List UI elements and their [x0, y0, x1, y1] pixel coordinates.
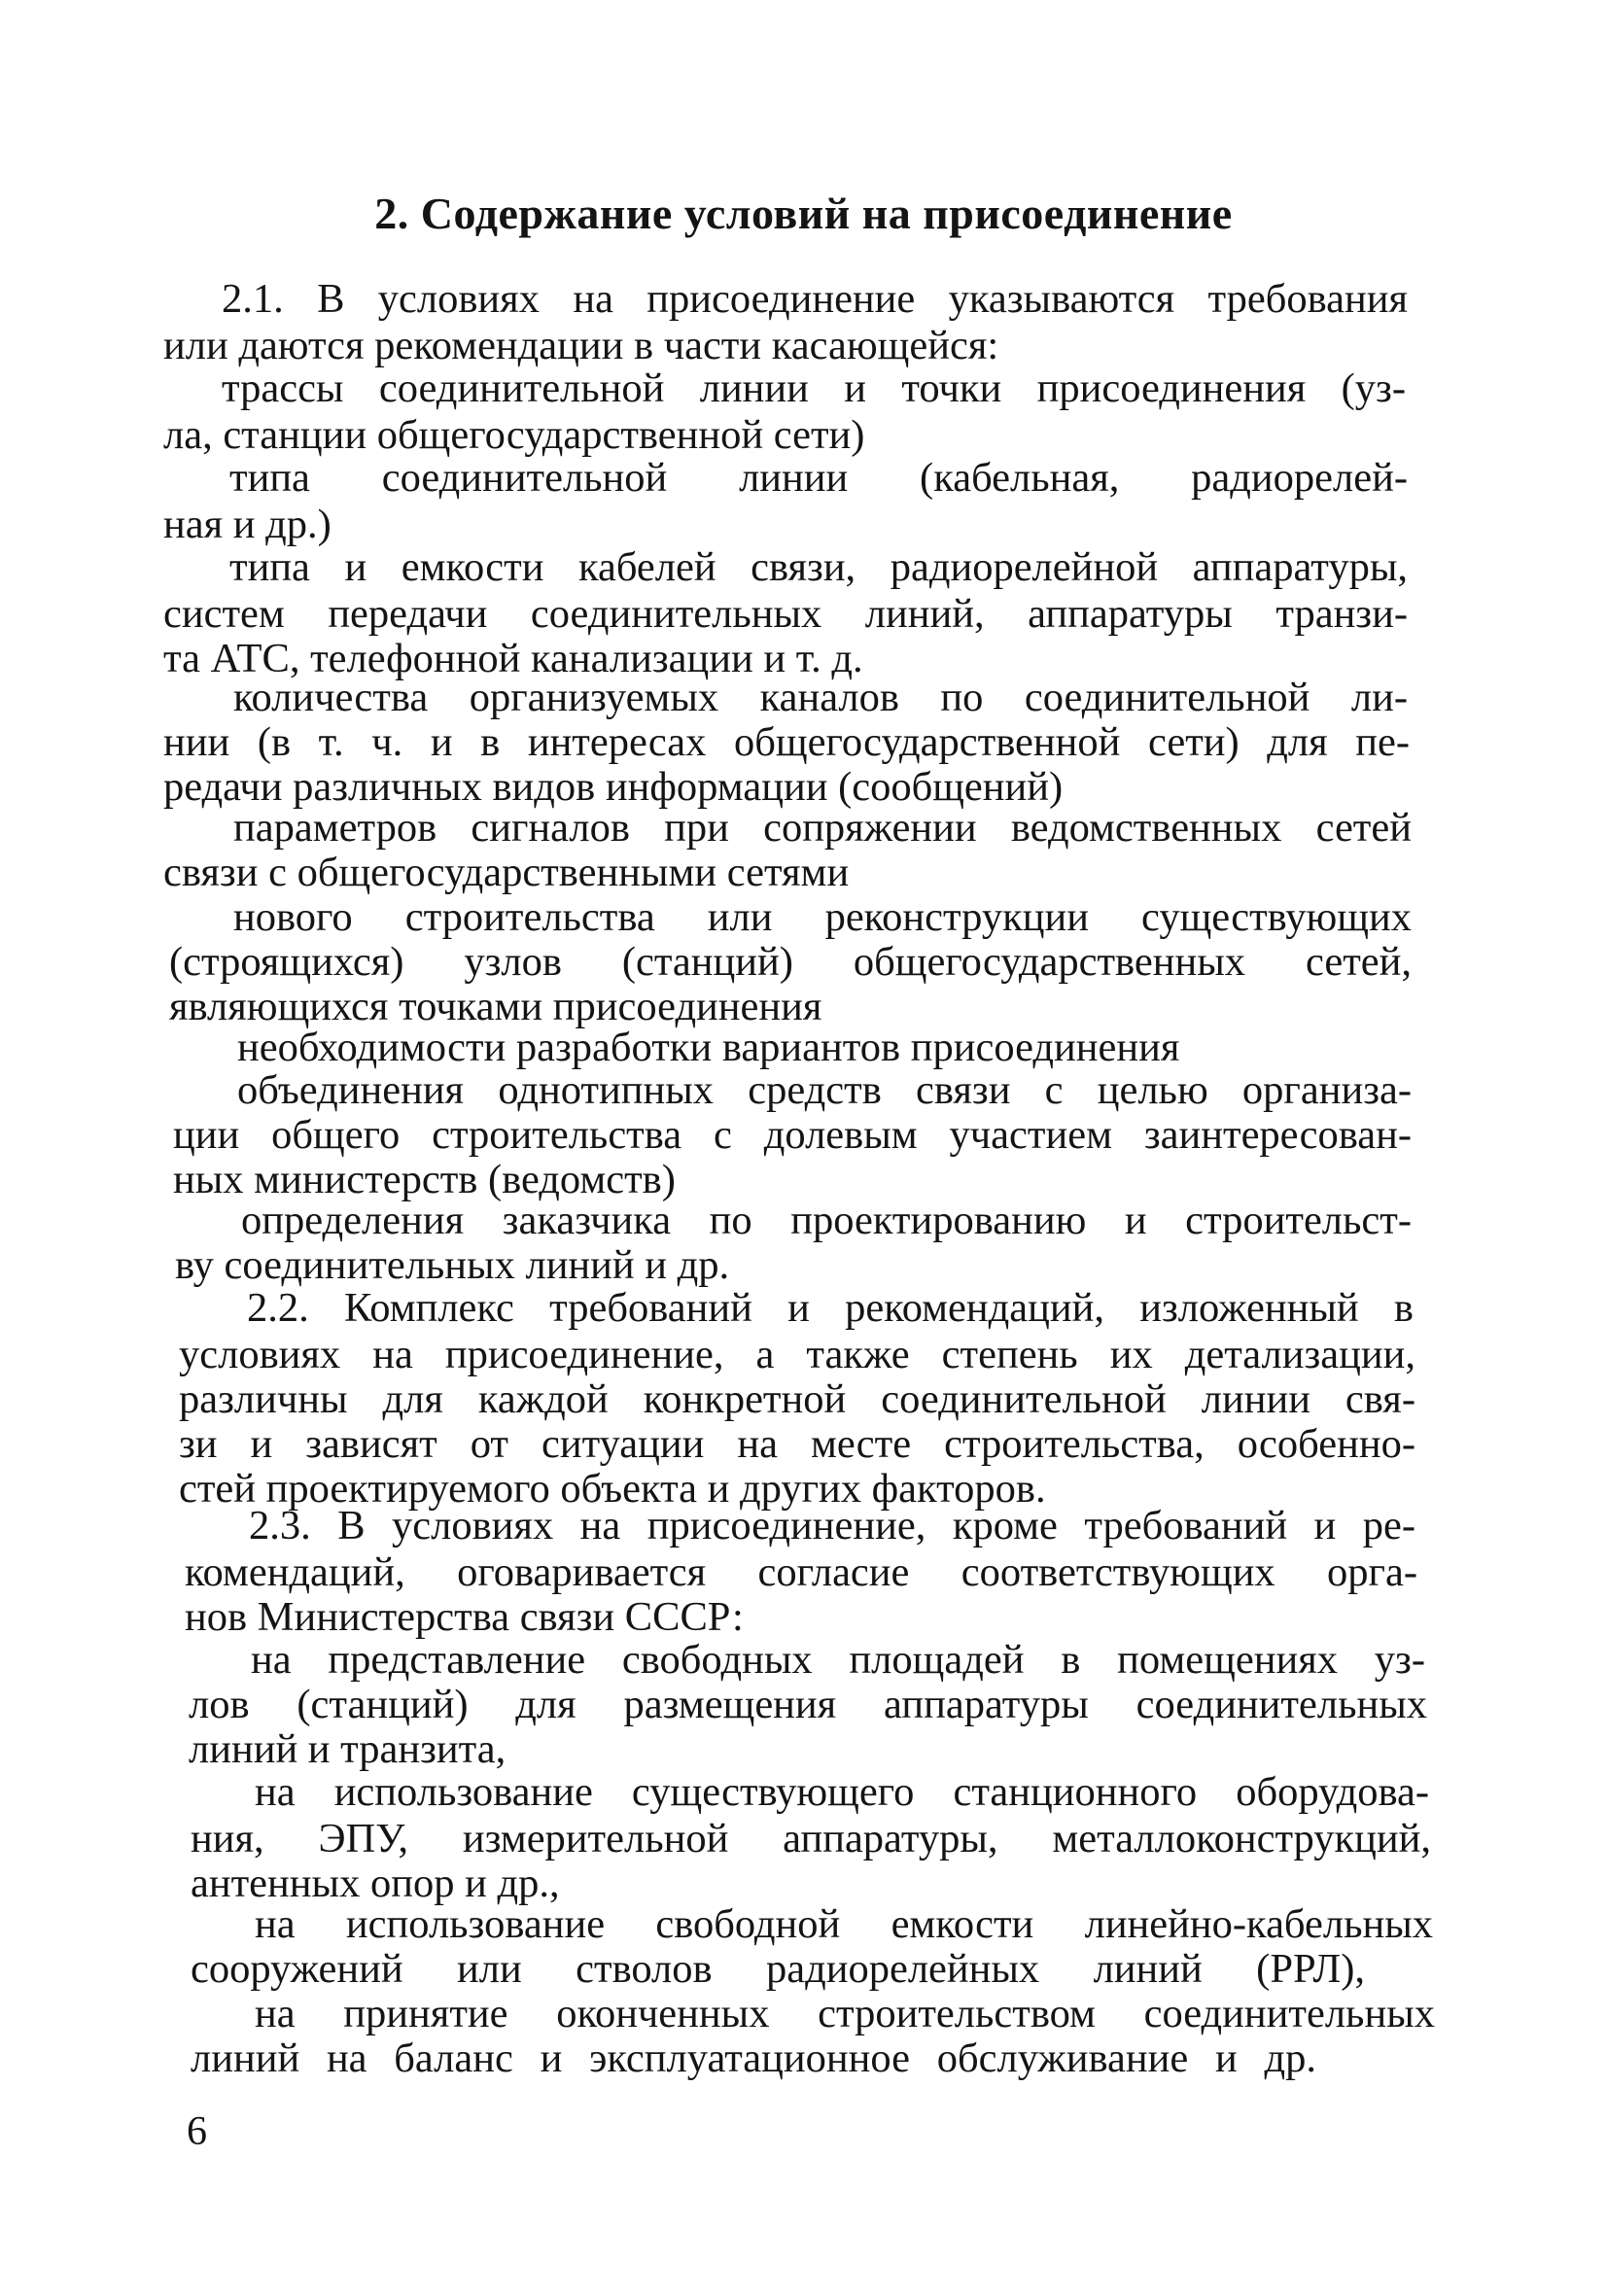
- text-line: стей проектируемого объекта и других факторов.: [179, 1466, 1046, 1512]
- text-line: условиях на присоединение, а также степень их детализации,: [179, 1332, 1415, 1377]
- text-line: ции общего строительства с долевым участием заинтересован-: [173, 1112, 1412, 1158]
- text-line: 2.2. Комплекс требований и рекомендаций, изложенный в: [247, 1285, 1414, 1331]
- text-line: линий и транзита,: [189, 1726, 507, 1772]
- text-line: различны для каждой конкретной соединительной линии свя-: [179, 1376, 1415, 1422]
- text-line: необходимости разработки вариантов присоединения: [237, 1025, 1180, 1070]
- text-line: зи и зависят от ситуации на месте строительства, особенно-: [179, 1421, 1415, 1467]
- section-title: 2. Содержание условий на присоединение: [374, 189, 1233, 238]
- text-line: (строящихся) узлов (станций) общегосударственных сетей,: [169, 939, 1412, 985]
- text-line: нов Министерства связи СССР:: [185, 1594, 744, 1640]
- text-line: систем передачи соединительных линий, аппаратуры транзи-: [163, 591, 1408, 637]
- page-number: 6: [187, 2109, 207, 2154]
- text-line: сооружений или стволов радиорелейных линий (РРЛ),: [191, 1946, 1365, 1992]
- text-line: на принятие оконченных строительством соединительных: [255, 1991, 1435, 2036]
- text-line: комендаций, оговаривается согласие соответствующих орга-: [185, 1549, 1417, 1595]
- text-line: на использование свободной емкости линейно-кабельных: [255, 1901, 1433, 1947]
- text-line: количества организуемых каналов по соединительной ли-: [233, 675, 1408, 720]
- text-line: или даются рекомендации в части касающейся:: [163, 323, 999, 368]
- text-line: ния, ЭПУ, измерительной аппаратуры, металлоконструкций,: [191, 1816, 1431, 1861]
- text-line: лов (станций) для размещения аппаратуры соединительных: [189, 1682, 1427, 1727]
- text-line: на использование существующего станционного оборудова-: [255, 1769, 1429, 1815]
- text-line: 2.3. В условиях на присоединение, кроме требований и ре-: [249, 1503, 1415, 1548]
- text-line: типа и емкости кабелей связи, радиорелейной аппаратуры,: [229, 544, 1408, 590]
- text-line: антенных опор и др.,: [191, 1861, 560, 1906]
- text-line: являющихся точками присоединения: [169, 984, 822, 1029]
- text-line: трассы соединительной линии и точки присоединения (уз-: [222, 365, 1406, 411]
- text-line: та АТС, телефонной канализации и т. д.: [163, 636, 863, 681]
- text-line: определения заказчика по проектированию и строительст-: [241, 1198, 1412, 1243]
- text-line: нии (в т. ч. и в интересах общегосударственной сети) для пе-: [163, 719, 1410, 765]
- text-line: ла, станции общегосударственной сети): [163, 412, 865, 458]
- text-line: линий на баланс и эксплуатационное обслуживание и др.: [191, 2035, 1316, 2081]
- text-line: типа соединительной линии (кабельная, радиорелей-: [229, 455, 1408, 501]
- text-line: объединения однотипных средств связи с целью организа-: [237, 1067, 1412, 1113]
- text-line: ву соединительных линий и др.: [175, 1242, 730, 1288]
- text-line: ных министерств (ведомств): [173, 1157, 676, 1202]
- text-line: 2.1. В условиях на присоединение указываются требования: [222, 276, 1408, 322]
- text-line: связи с общегосударственными сетями: [163, 850, 850, 895]
- text-line: нового строительства или реконструкции существующих: [233, 894, 1412, 940]
- text-line: редачи различных видов информации (сообщений): [163, 764, 1064, 810]
- text-line: на представление свободных площадей в помещениях уз-: [251, 1637, 1425, 1683]
- text-line: параметров сигналов при сопряжении ведомственных сетей: [233, 805, 1412, 851]
- text-line: ная и др.): [163, 502, 332, 547]
